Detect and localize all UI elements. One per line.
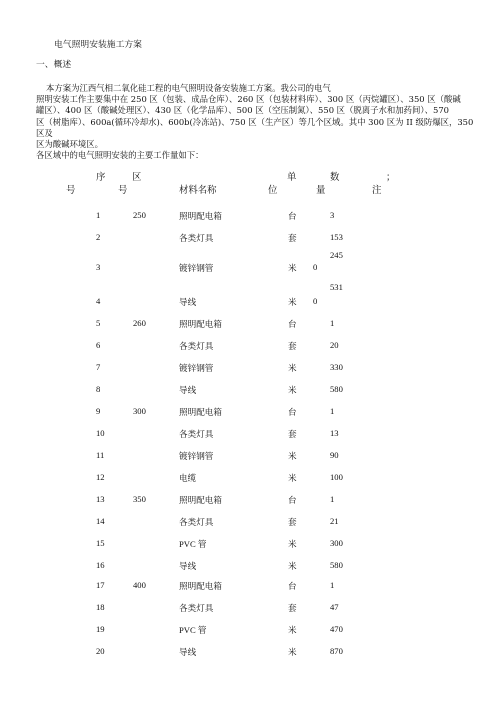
row-number: 13 (96, 494, 105, 504)
header-mark: ； (386, 172, 396, 183)
row-quantity: 90 (330, 450, 339, 460)
table-row (0, 282, 500, 310)
paragraph-line: 区（树脂库）、600a(循环冷却水)、600b(冷冻站)、750 区（生产区）等几个区域。其中 300 区为 II 级防爆区，350 (36, 116, 474, 127)
table-row (0, 428, 500, 442)
row-material-name: 镀锌钢管 (179, 263, 214, 273)
row-unit: 米 (288, 363, 297, 373)
row-number: 6 (96, 340, 101, 350)
row-number: 11 (96, 450, 105, 460)
section-heading-overview: 一、概述 (36, 60, 72, 70)
row-area: 350 (133, 494, 146, 504)
row-quantity: 300 (330, 538, 343, 548)
row-area: 300 (133, 406, 146, 416)
row-quantity: 21 (330, 516, 339, 526)
row-material-name: 各类灯具 (179, 429, 214, 439)
row-area: 400 (133, 580, 146, 590)
header-dan: 单 (287, 172, 297, 183)
header-material-name: 材料名称 (179, 185, 217, 196)
row-number: 10 (96, 428, 105, 438)
table-row (0, 232, 500, 246)
document-title: 电气照明安装施工方案 (54, 40, 142, 50)
row-unit: 台 (288, 495, 297, 505)
row-quantity: 3 (330, 210, 335, 220)
row-number: 7 (96, 362, 101, 372)
row-quantity: 153 (330, 232, 343, 242)
table-row (0, 516, 500, 530)
header-xu: 序 (96, 172, 106, 183)
table-row (0, 624, 500, 638)
row-unit: 套 (288, 341, 297, 351)
header-qu: 区 (132, 172, 142, 183)
row-quantity: 470 (330, 624, 343, 634)
row-quantity: 870 (330, 646, 343, 656)
header-liang: 量 (316, 185, 326, 196)
row-material-name: 各类灯具 (179, 233, 214, 243)
header-wei: 位 (268, 185, 278, 196)
row-material-name: 导线 (179, 647, 197, 657)
row-material-name: 各类灯具 (179, 603, 214, 613)
row-number: 19 (96, 624, 105, 634)
row-unit: 套 (288, 233, 297, 243)
table-row (0, 646, 500, 660)
header-shu: 数 (330, 172, 340, 183)
table-row (0, 538, 500, 552)
row-material-name: 导线 (179, 385, 197, 395)
paragraph-line: 罐区）、400 区（酸碱处理区）、430 区（化学品库）、500 区（空压制氮）、550 区（脱离子水和加药间）、570 (36, 105, 449, 116)
row-number: 15 (96, 538, 105, 548)
row-material-name: 照明配电箱 (179, 495, 222, 505)
paragraph-line: 区为酸碱环境区。 (36, 139, 103, 150)
table-row (0, 494, 500, 508)
row-quantity: 1 (330, 318, 335, 328)
table-row (0, 560, 500, 574)
header-zhu: 注 (372, 185, 382, 196)
row-unit: 套 (288, 429, 297, 439)
overview-paragraph (36, 83, 476, 161)
row-material-name: 镀锌钢管 (179, 363, 214, 373)
table-row (0, 406, 500, 420)
table-row (0, 250, 500, 276)
row-material-name: 照明配电箱 (179, 581, 222, 591)
row-quantity: 20 (330, 340, 339, 350)
row-unit: 米 (288, 385, 297, 395)
paragraph-line: 照明安装工作主要集中在 250 区（包装、成品仓库）、260 区（包装材料库）、300 区（丙烷罐区）、350 区（酸碱 (36, 94, 461, 105)
table-row (0, 472, 500, 486)
row-unit: 米 (288, 647, 297, 657)
table-row (0, 210, 500, 224)
table-row (0, 340, 500, 354)
row-material-name: 各类灯具 (179, 517, 214, 527)
table-row (0, 318, 500, 332)
row-number: 20 (96, 646, 105, 656)
row-quantity: 330 (330, 362, 343, 372)
paragraph-line: 区及 (36, 127, 53, 138)
header-hao1: 号 (66, 185, 76, 196)
table-row (0, 362, 500, 376)
row-number: 18 (96, 602, 105, 612)
row-quantity-tail: 0 (313, 296, 318, 306)
row-unit: 米 (288, 263, 297, 273)
row-unit: 套 (288, 517, 297, 527)
row-quantity-tail: 0 (313, 262, 318, 272)
row-number: 9 (96, 406, 101, 416)
row-quantity: 245 (330, 250, 343, 260)
row-material-name: PVC 管 (179, 539, 207, 549)
header-hao2: 号 (118, 185, 128, 196)
row-number: 1 (96, 210, 101, 220)
row-unit: 台 (288, 581, 297, 591)
row-material-name: 镀锌钢管 (179, 451, 214, 461)
table-row (0, 450, 500, 464)
row-material-name: 照明配电箱 (179, 211, 222, 221)
row-quantity: 1 (330, 406, 335, 416)
row-quantity: 1 (330, 580, 335, 590)
row-unit: 台 (288, 407, 297, 417)
intro-line: 各区域中的电气照明安装的主要工作量如下： (36, 150, 204, 161)
row-unit: 米 (288, 561, 297, 571)
table-row (0, 580, 500, 594)
row-unit: 米 (288, 473, 297, 483)
row-quantity: 580 (330, 384, 343, 394)
row-number: 12 (96, 472, 105, 482)
row-material-name: 导线 (179, 297, 197, 307)
row-material-name: 照明配电箱 (179, 407, 222, 417)
row-number: 17 (96, 580, 105, 590)
row-area: 260 (133, 318, 146, 328)
row-quantity: 13 (330, 428, 339, 438)
row-area: 250 (133, 210, 146, 220)
row-number: 5 (96, 318, 101, 328)
table-row (0, 602, 500, 616)
row-unit: 米 (288, 451, 297, 461)
row-quantity: 531 (330, 282, 343, 292)
row-unit: 台 (288, 211, 297, 221)
row-number: 14 (96, 516, 105, 526)
row-quantity: 580 (330, 560, 343, 570)
row-unit: 台 (288, 319, 297, 329)
row-unit: 套 (288, 603, 297, 613)
row-material-name: 导线 (179, 561, 197, 571)
paragraph-line: 本方案为江西气相二氧化硅工程的电气照明设备安装施工方案。我公司的电气 (46, 83, 331, 93)
row-quantity: 47 (330, 602, 339, 612)
row-number: 16 (96, 560, 105, 570)
row-number: 3 (96, 262, 101, 272)
row-unit: 米 (288, 297, 297, 307)
row-quantity: 100 (330, 472, 343, 482)
row-material-name: 电缆 (179, 473, 197, 483)
row-number: 2 (96, 232, 101, 242)
row-unit: 米 (288, 625, 297, 635)
row-material-name: PVC 管 (179, 625, 207, 635)
row-number: 8 (96, 384, 101, 394)
row-number: 4 (96, 296, 101, 306)
row-unit: 米 (288, 539, 297, 549)
row-material-name: 各类灯具 (179, 341, 214, 351)
row-material-name: 照明配电箱 (179, 319, 222, 329)
row-quantity: 1 (330, 494, 335, 504)
table-row (0, 384, 500, 398)
